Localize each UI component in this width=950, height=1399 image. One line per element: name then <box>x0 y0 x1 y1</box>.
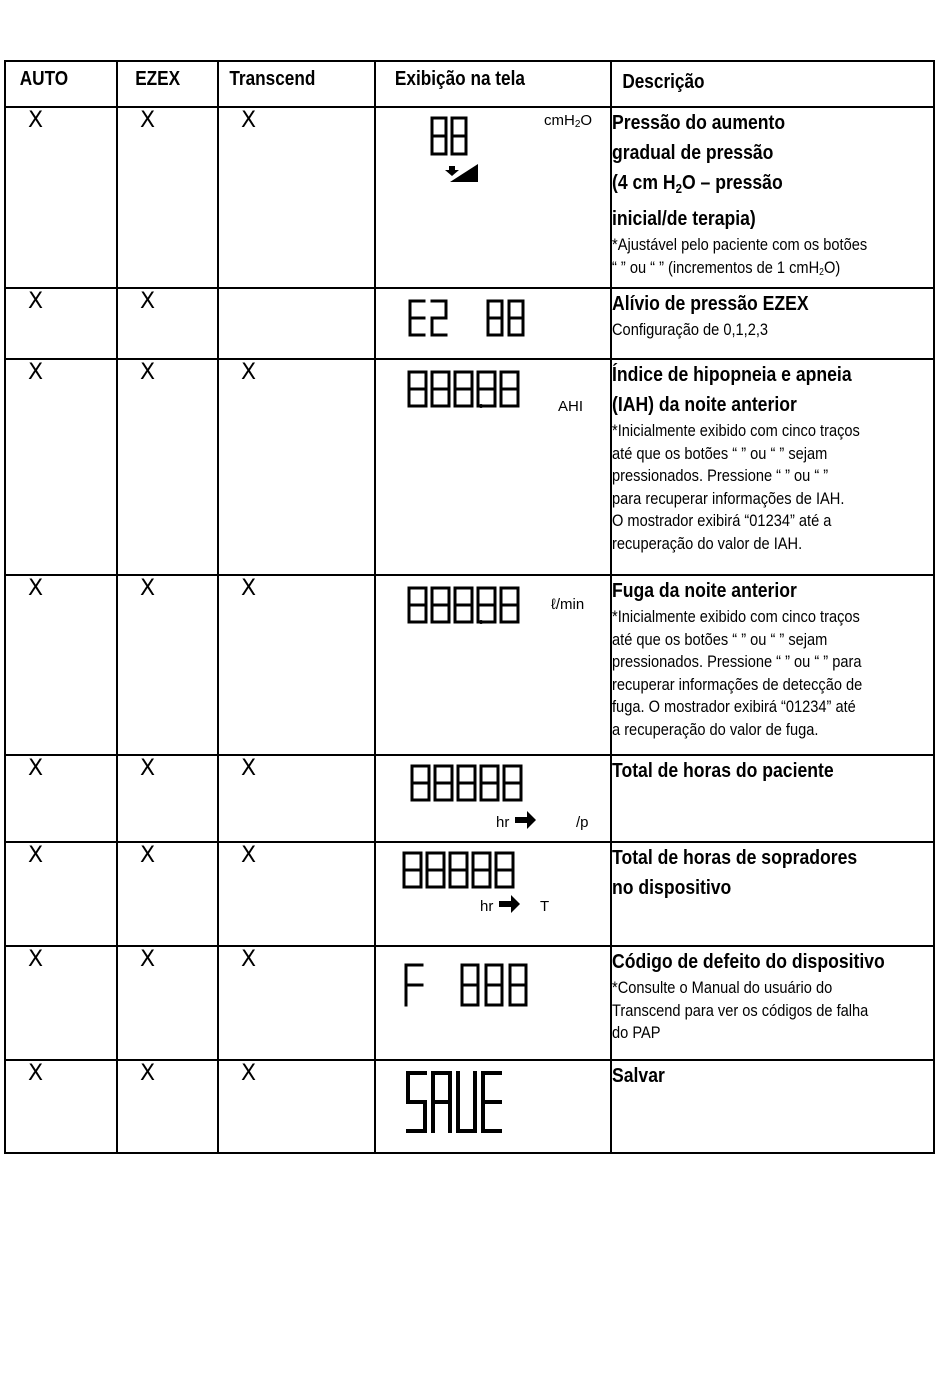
table-row-ahi <box>5 359 934 575</box>
cell-auto <box>5 842 117 946</box>
decimal-point <box>479 404 483 408</box>
lcd-segments <box>376 843 612 947</box>
description-title: Total de horas de sopradores <box>612 847 858 869</box>
lcd-display-ramp <box>375 107 611 288</box>
cell-transcend <box>218 288 375 359</box>
cell-auto <box>5 288 117 359</box>
lcd-suffix: /p <box>576 814 589 831</box>
title-part: (4 cm H <box>612 172 676 194</box>
lcd-word <box>408 1073 500 1131</box>
cell-description <box>611 946 934 1060</box>
lcd-hours-label: hr <box>480 898 494 915</box>
description-text <box>612 257 888 285</box>
lcd-segments <box>376 108 612 289</box>
description-text: fuga. O mostrador exibirá “01234” até <box>612 697 856 717</box>
cell-auto <box>5 359 117 575</box>
check-mark: X <box>28 1061 44 1086</box>
text-part: 2 <box>819 266 824 278</box>
cell-transcend <box>218 359 375 575</box>
description-text: *Ajustável pelo paciente com os botões <box>612 235 868 254</box>
check-mark: X <box>140 947 156 972</box>
cell-description <box>611 288 934 359</box>
decimal-point <box>479 620 483 624</box>
lcd-segments <box>376 1061 612 1154</box>
cell-auto <box>5 107 117 288</box>
check-mark: X <box>241 1061 257 1086</box>
cell-ezex <box>117 359 218 575</box>
cell-ezex <box>117 946 218 1060</box>
check-mark: X <box>241 947 257 972</box>
lcd-hours-label: hr <box>496 814 510 831</box>
title-part: 2 <box>675 181 682 196</box>
display-table <box>4 60 935 1154</box>
lcd-unit: ℓ/min <box>551 596 585 613</box>
cell-ezex <box>117 575 218 755</box>
lcd-prefix <box>406 965 422 1005</box>
lcd-digits <box>409 588 518 622</box>
lcd-prefix <box>410 301 446 335</box>
check-mark: X <box>28 843 44 868</box>
description-text: O mostrador exibirá “01234” até a <box>612 511 832 531</box>
lcd-display-ezex <box>375 288 611 359</box>
description-title: Total de horas do paciente <box>612 760 834 782</box>
description-text: até que os botões “ ” ou “ ” sejam <box>612 629 828 649</box>
description-title: inicial/de terapia) <box>612 208 756 230</box>
table-row-patient-hours <box>5 755 934 842</box>
description-text: do PAP <box>612 1023 661 1043</box>
lcd-digits <box>432 118 466 154</box>
cell-ezex <box>117 1060 218 1153</box>
description-title: no dispositivo <box>612 877 732 899</box>
description-text: para recuperar informações de IAH. <box>612 488 845 508</box>
cell-description <box>611 842 934 946</box>
lcd-digits <box>462 965 526 1005</box>
lcd-unit: cmH2O <box>544 112 593 130</box>
lcd-segments <box>376 947 612 1061</box>
description-title: gradual de pressão <box>612 142 774 164</box>
down-arrow-icon <box>445 166 459 176</box>
lcd-display-blower-hours <box>375 842 611 946</box>
cell-ezex <box>117 755 218 842</box>
check-mark: X <box>241 360 257 385</box>
description-text: recuperar informações de detecção de <box>612 674 863 694</box>
cell-auto <box>5 575 117 755</box>
description-text: Configuração de 0,1,2,3 <box>612 320 769 339</box>
text-part: “ ” ou “ ” (incrementos de 1 cmH <box>612 257 820 277</box>
description-title: Código de defeito do dispositivo <box>612 951 885 973</box>
check-mark: X <box>140 576 156 601</box>
header-display: Exibição na tela <box>375 61 611 107</box>
cell-description <box>611 359 934 575</box>
header-ezex: EZEX <box>117 61 218 107</box>
description-text: pressionados. Pressione “ ” ou “ ” <box>612 466 829 486</box>
description-title <box>612 168 894 204</box>
cell-ezex <box>117 107 218 288</box>
description-title: Alívio de pressão EZEX <box>612 293 809 315</box>
table-row-ezex <box>5 288 934 359</box>
table-row-fault <box>5 946 934 1060</box>
lcd-digits <box>488 301 523 335</box>
header-row <box>5 61 934 107</box>
description-title: Índice de hipopneia e apneia <box>612 364 852 386</box>
title-part: O – pressão <box>681 172 783 194</box>
check-mark: X <box>140 289 156 314</box>
check-mark: X <box>28 947 44 972</box>
description-title: Salvar <box>612 1065 665 1087</box>
cell-transcend <box>218 1060 375 1153</box>
cell-transcend <box>218 107 375 288</box>
description-text: recuperação do valor de IAH. <box>612 533 803 553</box>
check-mark: X <box>241 843 257 868</box>
lcd-unit: AHI <box>558 398 584 415</box>
description-title: Pressão do aumento <box>612 112 786 134</box>
check-mark: X <box>28 576 44 601</box>
table-row-leak <box>5 575 934 755</box>
cell-description <box>611 575 934 755</box>
table-row-blower-hours <box>5 842 934 946</box>
description-title: Fuga da noite anterior <box>612 580 797 602</box>
description-text: *Inicialmente exibido com cinco traços <box>612 607 860 626</box>
cell-transcend <box>218 946 375 1060</box>
cell-transcend <box>218 842 375 946</box>
description-text: Transcend para ver os códigos de falha <box>612 1000 869 1020</box>
cell-auto <box>5 946 117 1060</box>
check-mark: X <box>28 289 44 314</box>
arrow-right-icon <box>515 811 536 829</box>
arrow-right-icon <box>499 895 520 913</box>
cell-auto <box>5 1060 117 1153</box>
lcd-digits <box>404 853 513 887</box>
check-mark: X <box>140 843 156 868</box>
cell-transcend <box>218 575 375 755</box>
check-mark: X <box>140 1061 156 1086</box>
table-row-ramp <box>5 107 934 288</box>
check-mark: X <box>28 756 44 781</box>
lcd-display-patient-hours <box>375 755 611 842</box>
header-auto: AUTO <box>5 61 117 107</box>
text-part: O) <box>823 257 841 277</box>
description-text: *Consulte o Manual do usuário do <box>612 978 833 997</box>
lcd-display-ahi <box>375 359 611 575</box>
description-text: pressionados. Pressione “ ” ou “ ” para <box>612 652 862 672</box>
check-mark: X <box>140 756 156 781</box>
check-mark: X <box>241 756 257 781</box>
table-row-save <box>5 1060 934 1153</box>
lcd-display-fault <box>375 946 611 1060</box>
cell-ezex <box>117 842 218 946</box>
description-title: (IAH) da noite anterior <box>612 394 797 416</box>
lcd-display-leak <box>375 575 611 755</box>
cell-description <box>611 1060 934 1153</box>
description-text: a recuperação do valor de fuga. <box>612 719 819 739</box>
check-mark: X <box>140 108 156 133</box>
check-mark: X <box>140 360 156 385</box>
lcd-segments <box>376 289 612 360</box>
cell-ezex <box>117 288 218 359</box>
check-mark: X <box>241 576 257 601</box>
cell-transcend <box>218 755 375 842</box>
lcd-display-save <box>375 1060 611 1153</box>
lcd-digits <box>412 766 521 800</box>
description-text: até que os botões “ ” ou “ ” sejam <box>612 443 828 463</box>
check-mark: X <box>241 108 257 133</box>
header-transcend: Transcend <box>218 61 375 107</box>
lcd-suffix: T <box>540 898 550 915</box>
lcd-segments <box>376 360 612 576</box>
lcd-digits <box>409 372 518 406</box>
check-mark: X <box>28 108 44 133</box>
description-text: *Inicialmente exibido com cinco traços <box>612 421 860 440</box>
header-description: Descrição <box>611 61 934 107</box>
cell-auto <box>5 755 117 842</box>
cell-description <box>611 755 934 842</box>
cell-description <box>611 107 934 288</box>
check-mark: X <box>28 360 44 385</box>
